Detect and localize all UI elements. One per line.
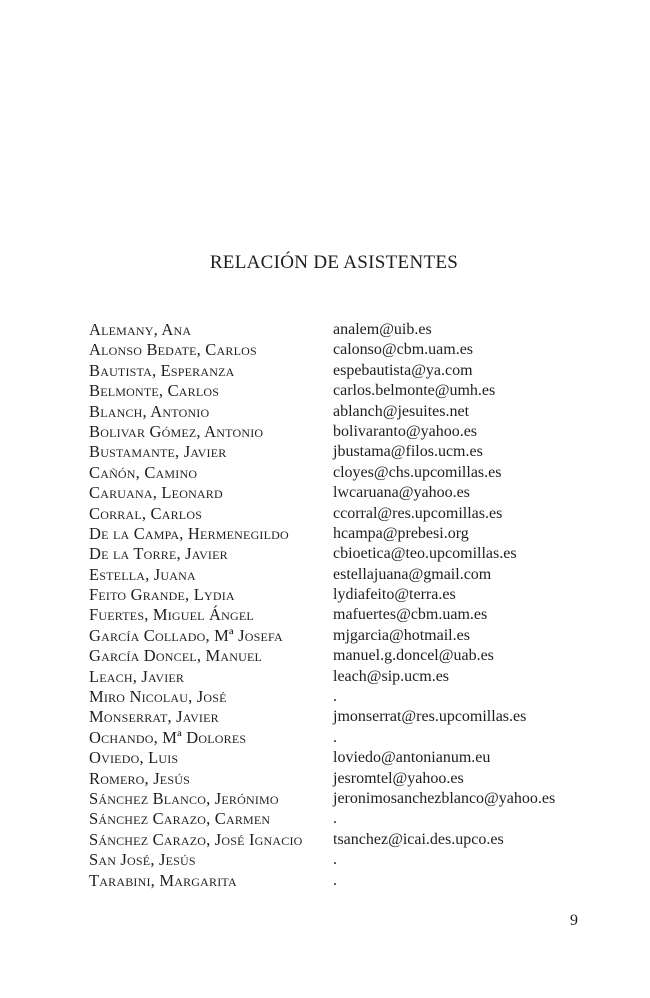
attendee-row	[89, 687, 589, 707]
attendee-email: hcampa@prebesi.org	[333, 524, 469, 542]
attendee-name: García Doncel, Manuel	[89, 646, 263, 666]
attendee-name: Alonso Bedate, Carlos	[89, 340, 257, 360]
attendee-email: analem@uib.es	[333, 321, 432, 338]
attendee-email: carlos.belmonte@umh.es	[333, 382, 496, 400]
attendee-row	[89, 789, 589, 809]
page-title: RELACIÓN DE ASISTENTES	[209, 252, 459, 273]
attendee-row	[89, 748, 589, 768]
attendee-name: Caruana, Leonard	[89, 483, 223, 503]
attendee-row	[89, 504, 589, 524]
attendee-name: Estella, Juana	[89, 564, 196, 584]
attendee-email: jeronimosanchezblanco@yahoo.es	[333, 789, 556, 807]
attendee-row	[89, 646, 589, 666]
attendee-email: ccorral@res.upcomillas.es	[333, 504, 503, 522]
attendee-email: bolivaranto@yahoo.es	[333, 422, 478, 440]
attendee-row	[89, 585, 589, 605]
attendee-row	[89, 667, 589, 687]
attendee-email: jesromtel@yahoo.es	[333, 769, 464, 787]
attendee-row	[89, 728, 589, 748]
attendee-name: Bautista, Esperanza	[89, 360, 235, 380]
attendee-row	[89, 605, 589, 625]
attendee-email: .	[333, 688, 337, 706]
page-number: 9	[570, 912, 578, 929]
attendee-name: García Collado, Mª Josefa	[89, 625, 283, 645]
attendee-row	[89, 769, 589, 789]
attendee-email: calonso@cbm.uam.es	[333, 341, 474, 359]
attendee-row	[89, 626, 589, 646]
attendee-email: cloyes@chs.upcomillas.es	[333, 463, 502, 481]
attendee-row	[89, 809, 589, 829]
attendee-name: Feito Grande, Lydia	[89, 585, 235, 605]
attendee-email: .	[333, 851, 337, 869]
attendee-row	[89, 850, 589, 870]
attendee-name: Sánchez Carazo, Carmen	[89, 809, 271, 829]
attendee-email: jbustama@filos.ucm.es	[333, 443, 483, 461]
attendee-email: manuel.g.doncel@uab.es	[333, 647, 494, 665]
attendee-name: Bolivar Gómez, Antonio	[89, 421, 264, 441]
attendee-email: jmonserrat@res.upcomillas.es	[333, 708, 527, 726]
attendee-email: estellajuana@gmail.com	[333, 565, 492, 583]
attendee-email: ablanch@jesuites.net	[333, 402, 470, 420]
attendee-name: Ochando, Mª Dolores	[89, 727, 247, 747]
attendee-email: mjgarcia@hotmail.es	[333, 626, 470, 644]
attendee-email: leach@sip.ucm.es	[333, 667, 450, 685]
attendee-row	[89, 707, 589, 727]
attendee-name: Tarabini, Margarita	[89, 870, 237, 890]
attendee-row	[89, 524, 589, 544]
attendee-row	[89, 442, 589, 462]
attendee-name: Sánchez Carazo, José Ignacio	[89, 829, 303, 849]
attendee-row	[89, 871, 589, 891]
attendee-name: Blanch, Antonio	[89, 401, 210, 421]
attendee-name: Leach, Javier	[89, 666, 185, 686]
attendee-email: espebautista@ya.com	[333, 361, 473, 379]
attendee-email: .	[333, 810, 337, 828]
attendee-email: cbioetica@teo.upcomillas.es	[333, 545, 517, 563]
attendee-email: mafuertes@cbm.uam.es	[333, 606, 488, 624]
attendee-row	[89, 544, 589, 564]
attendee-email: lydiafeito@terra.es	[333, 586, 456, 604]
attendee-name: Sánchez Blanco, Jerónimo	[89, 788, 279, 808]
attendee-name: Cañón, Camino	[89, 462, 198, 482]
attendee-name: Oviedo, Luis	[89, 748, 179, 768]
attendee-row	[89, 565, 589, 585]
attendee-name: San José, Jesús	[89, 850, 196, 870]
attendee-row	[89, 422, 589, 442]
attendee-row	[89, 340, 589, 360]
attendee-row	[89, 483, 589, 503]
attendee-email: .	[333, 871, 337, 889]
attendee-row	[89, 320, 589, 340]
attendee-name: Bustamante, Javier	[89, 442, 227, 462]
attendee-name: Belmonte, Carlos	[89, 381, 220, 401]
attendee-row	[89, 381, 589, 401]
attendee-name: Alemany, Ana	[89, 320, 192, 339]
attendee-row	[89, 402, 589, 422]
attendee-email: .	[333, 728, 337, 746]
attendee-email: lwcaruana@yahoo.es	[333, 484, 470, 502]
attendee-name: De la Torre, Javier	[89, 544, 228, 564]
attendee-name: Monserrat, Javier	[89, 707, 219, 727]
attendee-row	[89, 830, 589, 850]
attendee-email: tsanchez@icai.des.upco.es	[333, 830, 504, 848]
attendee-name: Fuertes, Miguel Ángel	[89, 605, 254, 625]
attendee-name: De la Campa, Hermenegildo	[89, 523, 289, 543]
attendee-email: loviedo@antonianum.eu	[333, 749, 491, 767]
attendee-name: Corral, Carlos	[89, 503, 203, 523]
attendee-name: Miro Nicolau, José	[89, 687, 227, 707]
attendee-list	[89, 320, 589, 891]
attendee-row	[89, 361, 589, 381]
attendee-name: Romero, Jesús	[89, 768, 190, 788]
attendee-row	[89, 463, 589, 483]
